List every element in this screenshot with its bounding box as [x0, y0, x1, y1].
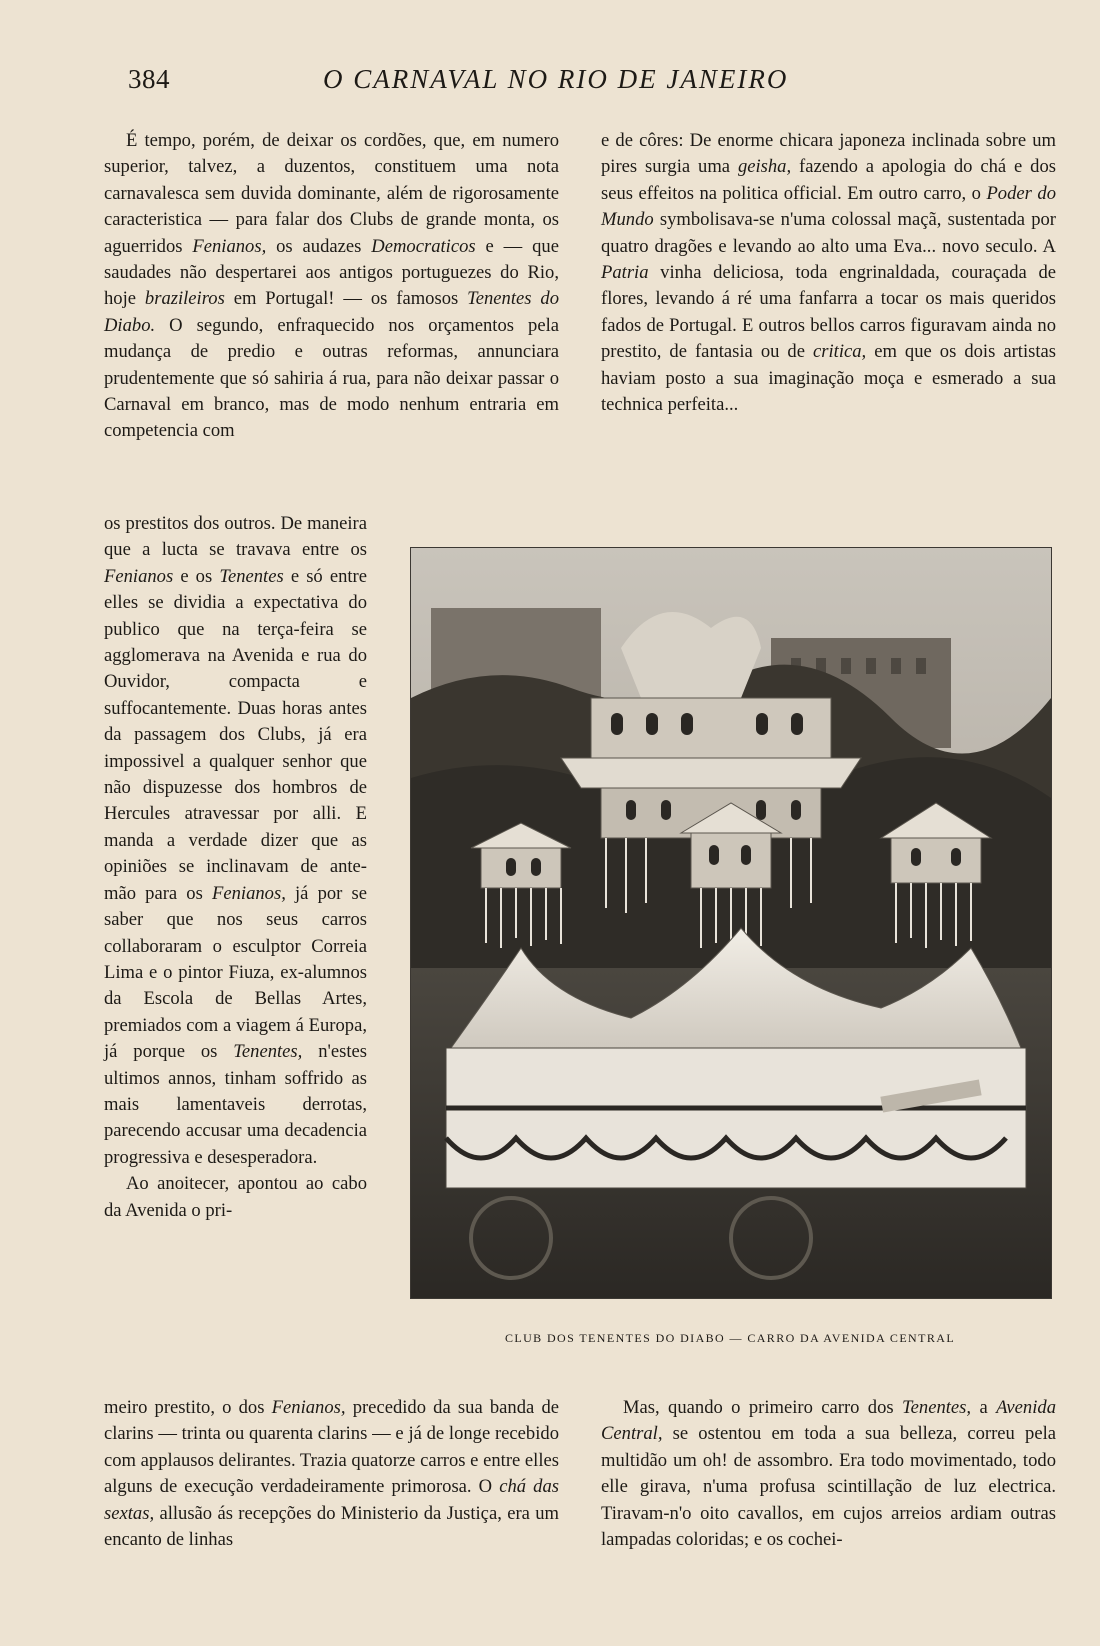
- float-illustration: [411, 548, 1051, 1298]
- paragraph-fenianos: meiro prestito, o dos Fenianos, precedido da sua banda de clarins — trinta ou quarenta clarins — e já de longe recebido com applausos delirantes. Trazia quatorze carros e entre elles alguns de execução verdadeiramente primorosa. O chá das sextas, allusão ás recepções do Ministerio da Justiça, era um encanto de linhas: [104, 1397, 560, 1551]
- paragraph-expectativa: os prestitos dos outros. De maneira que a lucta se travava entre os Fenianos e os Tenentes e só entre elles se dividia a expectativa do publico que na terça-feira se agglomerava na Avenida e rua do Ouvidor, compacta e suffocantemente. Duas horas antes da passagem dos Clubs, já era impossivel a qualquer senhor que não dispuzesse dos hombros de Hercules atravessar por alli. E manda a verdade dizer que as opiniões se inclinavam de ante-mão para os Fenianos, já por se saber que nos seus carros collaboraram o esculptor Correia Lima e o pintor Fiuza, ex-alumnos da Escola de Bellas Artes, premiados com a viagem á Europa, já porque os Tenentes, n'estes ultimos annos, tinham soffrido as mais lamentaveis derrotas, parecendo accusar uma decadencia progressiva e desesperadora.: [104, 513, 367, 1168]
- left-column-top: [104, 128, 559, 445]
- left-column-narrow: [104, 511, 367, 1224]
- page-header: [128, 64, 1052, 108]
- left-column-bottom: [104, 1395, 559, 1553]
- paragraph-carros: e de côres: De enorme chicara japoneza inclinada sobre um pires surgia uma geisha, fazendo a apologia do chá e dos seus effeitos na politica official. Em outro carro, o Poder do Mundo symbolisava-se n'uma colossal maçã, sustentada por quatro dragões e levando ao alto uma Eva... novo seculo. A Patria vinha deliciosa, toda engrinaldada, couraçada de flores, levando á ré uma fanfarra a tocar os mais queridos fados de Portugal. E outros bellos carros figuravam ainda no prestito, de fantasia ou de critica, em que os dois artistas haviam posto a sua imaginação moça e esmerado a sua technica perfeita...: [601, 130, 1057, 416]
- paragraph-clubs: É tempo, porém, de deixar os cordões, que, em numero superior, talvez, a duzentos, constituem uma nota carnavalesca sem duvida dominante, além de rigorosamente caracteristica — para falar dos Clubs de grande monta, os aguerridos Fenianos, os audazes Democraticos e — que saudades não despertarei aos antigos portuguezes do Rio, hoje brazileiros em Portugal! — os famosos Tenentes do Diabo. O segundo, enfraquecido nos orçamentos pela mudança de predio e outras reformas, annunciara prudentemente que só sahiria á rua, para não deixar passar o Carnaval em branco, mas de modo nenhum entraria em competencia com: [104, 130, 559, 442]
- right-column-top: [601, 128, 1056, 418]
- paragraph-anoitecer: Ao anoitecer, apontou ao cabo da Avenida o pri-: [104, 1173, 367, 1221]
- running-title: O CARNAVAL NO RIO DE JANEIRO: [323, 64, 789, 94]
- carnival-float-photo: [410, 547, 1052, 1299]
- right-column-bottom: [601, 1395, 1056, 1553]
- paragraph-tenentes: Mas, quando o primeiro carro dos Tenentes, a Avenida Central, se ostentou em toda a sua belleza, correu pela multidão um oh! de assombro. Era todo movimentado, todo elle girava, n'uma profusa scintillação de luz electrica. Tiravam-n'o oito cavallos, em cujos arreios ardiam outras lampadas coloridas; e os cochei-: [601, 1397, 1056, 1551]
- page-number: 384: [128, 64, 170, 94]
- photo-caption: CLUB DOS TENENTES DO DIABO — CARRO DA AVENIDA CENTRAL: [504, 1331, 956, 1345]
